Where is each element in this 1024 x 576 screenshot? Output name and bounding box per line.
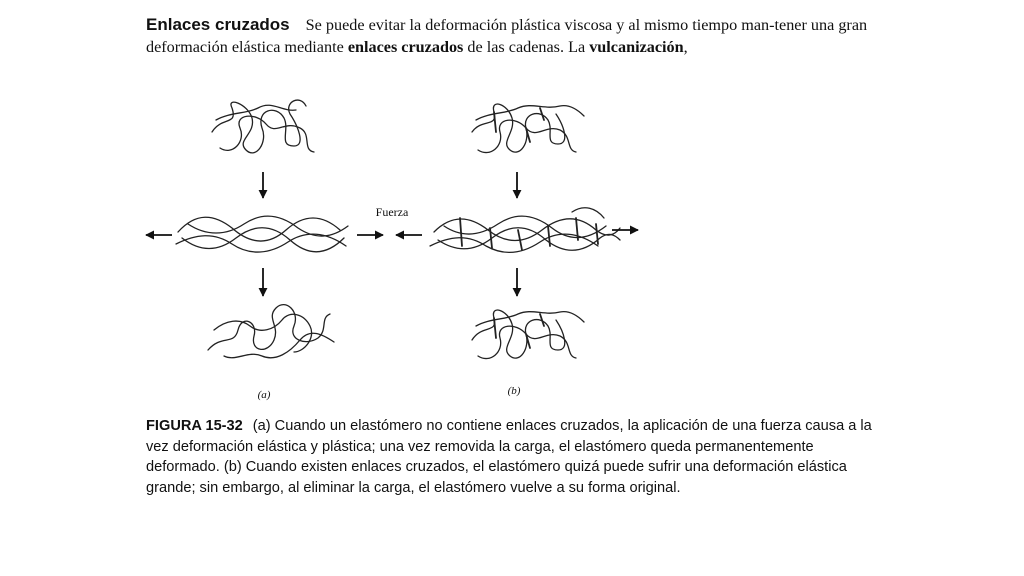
figure-number: FIGURA 15-32: [146, 418, 243, 434]
intro-text-3: ,: [683, 38, 688, 56]
section-heading: Enlaces cruzados: [146, 15, 290, 34]
panel-b-label: (b): [507, 385, 521, 397]
tangle-b-bottom: [472, 310, 584, 359]
intro-text-1: Se puede evitar la deformación plástica viscosa y al mismo tiempo man-tener una gran deformación elástica mediante: [146, 16, 868, 56]
intro-bold-1: enlaces cruzados: [347, 38, 464, 56]
force-label: Fuerza: [375, 205, 409, 219]
intro-text-2: de las cadenas. La: [467, 38, 586, 56]
caption-text: (a) Cuando un elastómero no contiene enlaces cruzados, la aplicación de una fuerza causa a la vez deformación elástica y plástica; una vez removida la carga, el elastómero queda permanentemente deformado. (b) Cuando existen enlaces cruzados, el elastómero quizá puede sufrir una deformación elástica grande; sin embargo, al eliminar la carga, el elastómero vuelve a su forma original.: [146, 418, 872, 496]
intro-bold-2: vulcanización: [589, 38, 684, 56]
panel-a-label: (a): [257, 389, 271, 401]
tangle-a-top: [212, 100, 314, 153]
tangle-b-top: [472, 104, 584, 153]
chains-a-stretched: [176, 216, 348, 252]
figure-caption: [146, 416, 881, 498]
tangle-a-bottom: [208, 305, 334, 358]
chains-b-stretched: [430, 208, 620, 253]
